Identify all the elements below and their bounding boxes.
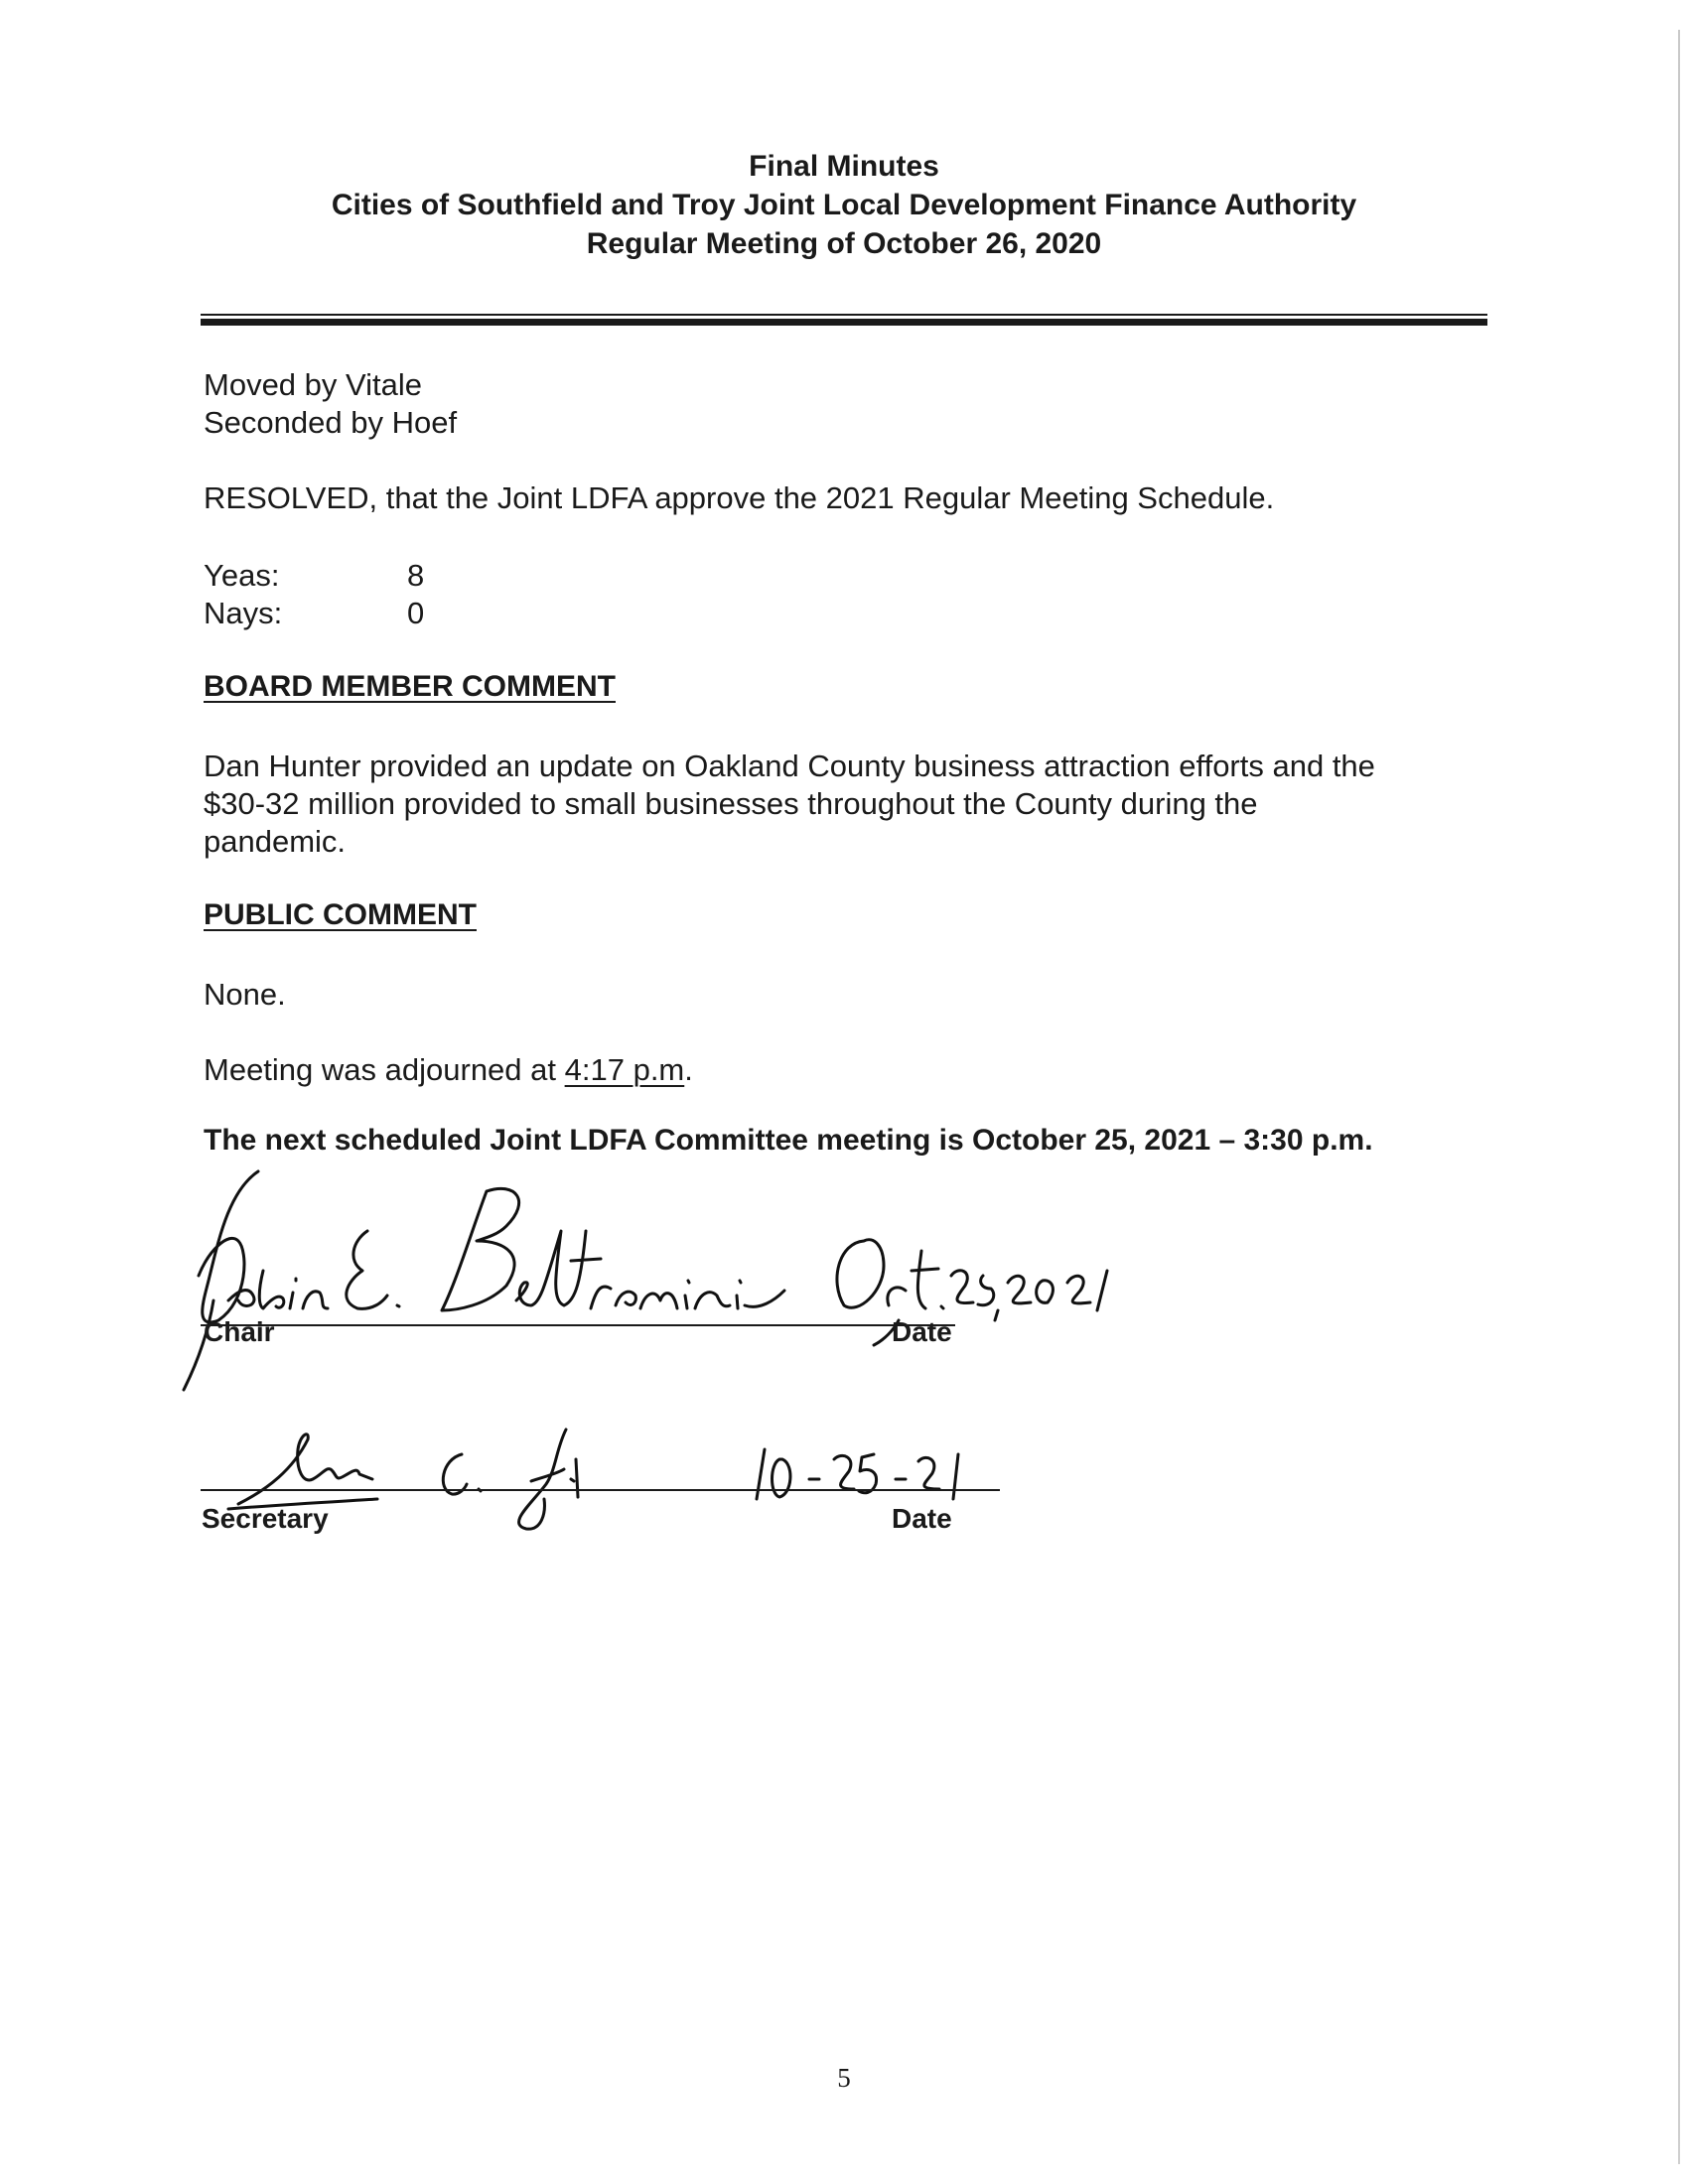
board-comment-line-2: $30-32 million provided to small businesses throughout the County during the	[204, 786, 1258, 821]
header-title: Final Minutes	[749, 150, 939, 183]
moved-by: Moved by Vitale	[204, 367, 422, 402]
chair-signature	[189, 1171, 1182, 1400]
nays-label: Nays:	[204, 596, 283, 630]
secretary-signature-line	[201, 1489, 1000, 1491]
yeas-label: Yeas:	[204, 558, 280, 593]
adjournment	[204, 1050, 693, 1089]
chair-label: Chair	[204, 1316, 275, 1347]
seconded-by: Seconded by Hoef	[204, 405, 458, 440]
adjournment-suffix: .	[684, 1052, 693, 1087]
chair-date-label: Date	[892, 1316, 952, 1347]
page-edge	[1678, 30, 1680, 2164]
public-comment-text: None.	[204, 977, 286, 1012]
board-member-comment-heading: BOARD MEMBER COMMENT	[204, 670, 616, 703]
nays-row	[204, 594, 424, 632]
adjournment-prefix: Meeting was adjourned at	[204, 1052, 565, 1087]
board-comment-line-1: Dan Hunter provided an update on Oakland County business attraction efforts and the	[204, 749, 1375, 783]
resolution: RESOLVED, that the Joint LDFA approve the 2021 Regular Meeting Schedule.	[204, 480, 1275, 515]
header-meeting-date: Regular Meeting of October 26, 2020	[586, 227, 1102, 260]
document-header	[0, 147, 1688, 263]
yeas-row	[204, 556, 424, 595]
secretary-date-label: Date	[892, 1503, 952, 1534]
chair-signature-line	[201, 1324, 955, 1326]
adjournment-time: 4:17 p.m	[564, 1052, 685, 1087]
header-divider	[201, 314, 1487, 326]
page-number: 5	[837, 2063, 851, 2093]
next-meeting-notice: The next scheduled Joint LDFA Committee meeting is October 25, 2021 – 3:30 p.m.	[204, 1124, 1373, 1157]
header-organization: Cities of Southfield and Troy Joint Local Development Finance Authority	[331, 189, 1357, 221]
yeas-value: 8	[407, 558, 425, 593]
public-comment-heading: PUBLIC COMMENT	[204, 898, 477, 931]
secretary-label: Secretary	[202, 1503, 329, 1534]
board-comment-line-3: pandemic.	[204, 824, 347, 859]
nays-value: 0	[407, 596, 425, 630]
